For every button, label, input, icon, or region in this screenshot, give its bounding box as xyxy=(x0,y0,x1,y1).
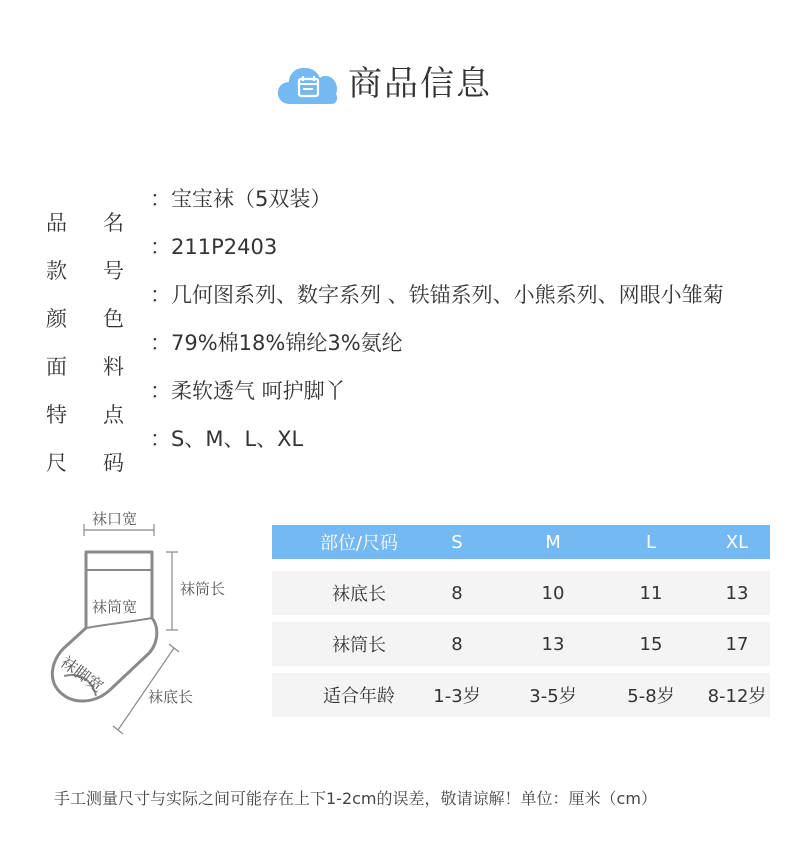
table-cell: 10 xyxy=(541,582,565,604)
spec-row-color: 颜 色 ：几何图系列、数字系列 、铁锚系列、小熊系列、网眼小雏菊 xyxy=(46,278,724,312)
table-row xyxy=(272,622,770,666)
header-cell: XL xyxy=(725,531,749,553)
header-cell: M xyxy=(545,531,561,553)
table-cell: 5-8岁 xyxy=(627,686,675,707)
mouth-width-label: 袜口宽 xyxy=(92,510,138,528)
table-cell: 袜筒长 xyxy=(332,635,386,656)
spec-value: 211P2403 xyxy=(171,235,278,259)
spec-row-feature: 特 点 ：柔软透气 呵护脚丫 xyxy=(46,374,346,408)
table-row xyxy=(272,571,770,615)
header-cell: L xyxy=(645,531,657,553)
table-cell: 13 xyxy=(541,633,565,655)
table-cell: 3-5岁 xyxy=(529,686,577,707)
header-cell: S xyxy=(451,531,463,553)
sock-measurement-diagram xyxy=(50,500,270,740)
cloud-calendar-icon xyxy=(276,64,340,112)
table-cell: 1-3岁 xyxy=(433,686,481,707)
spec-value: 宝宝袜（5双装） xyxy=(171,187,332,211)
table-cell: 15 xyxy=(639,633,663,655)
table-cell: 袜底长 xyxy=(332,584,386,605)
table-cell: 8-12岁 xyxy=(707,686,767,707)
table-cell: 13 xyxy=(725,582,749,604)
spec-row-style-no: 款 号 ：211P2403 xyxy=(46,230,277,264)
tube-width-label: 袜筒宽 xyxy=(92,598,138,616)
table-cell: 8 xyxy=(451,633,463,655)
table-cell: 17 xyxy=(725,633,749,655)
spec-value: S、M、L、XL xyxy=(171,427,304,451)
table-cell: 适合年龄 xyxy=(323,686,395,707)
spec-row-name: 品 名 ：宝宝袜（5双装） xyxy=(46,182,331,216)
section-header xyxy=(0,62,790,110)
tube-length-label: 袜筒长 xyxy=(180,580,226,598)
spec-row-material: 面 料 ：79%棉18%锦纶3%氨纶 xyxy=(46,326,403,360)
page-title: 商品信息 xyxy=(348,64,492,104)
table-header xyxy=(272,525,770,559)
spec-value: 79%棉18%锦纶3%氨纶 xyxy=(171,331,403,355)
sole-length-label: 袜底长 xyxy=(148,688,194,706)
foot-width-label: 袜脚宽 xyxy=(57,652,108,697)
spec-row-size: 尺 码 ：S、M、L、XL xyxy=(46,422,303,456)
table-row xyxy=(272,673,770,717)
measurement-note: 手工测量尺寸与实际之间可能存在上下1-2cm的误差，敬请谅解！单位：厘米（cm） xyxy=(54,789,657,808)
spec-value: 柔软透气 呵护脚丫 xyxy=(171,379,346,403)
table-cell: 11 xyxy=(639,582,663,604)
spec-value: 几何图系列、数字系列 、铁锚系列、小熊系列、网眼小雏菊 xyxy=(171,283,724,307)
table-cell: 8 xyxy=(451,582,463,604)
header-cell: 部位/尺码 xyxy=(319,533,399,554)
